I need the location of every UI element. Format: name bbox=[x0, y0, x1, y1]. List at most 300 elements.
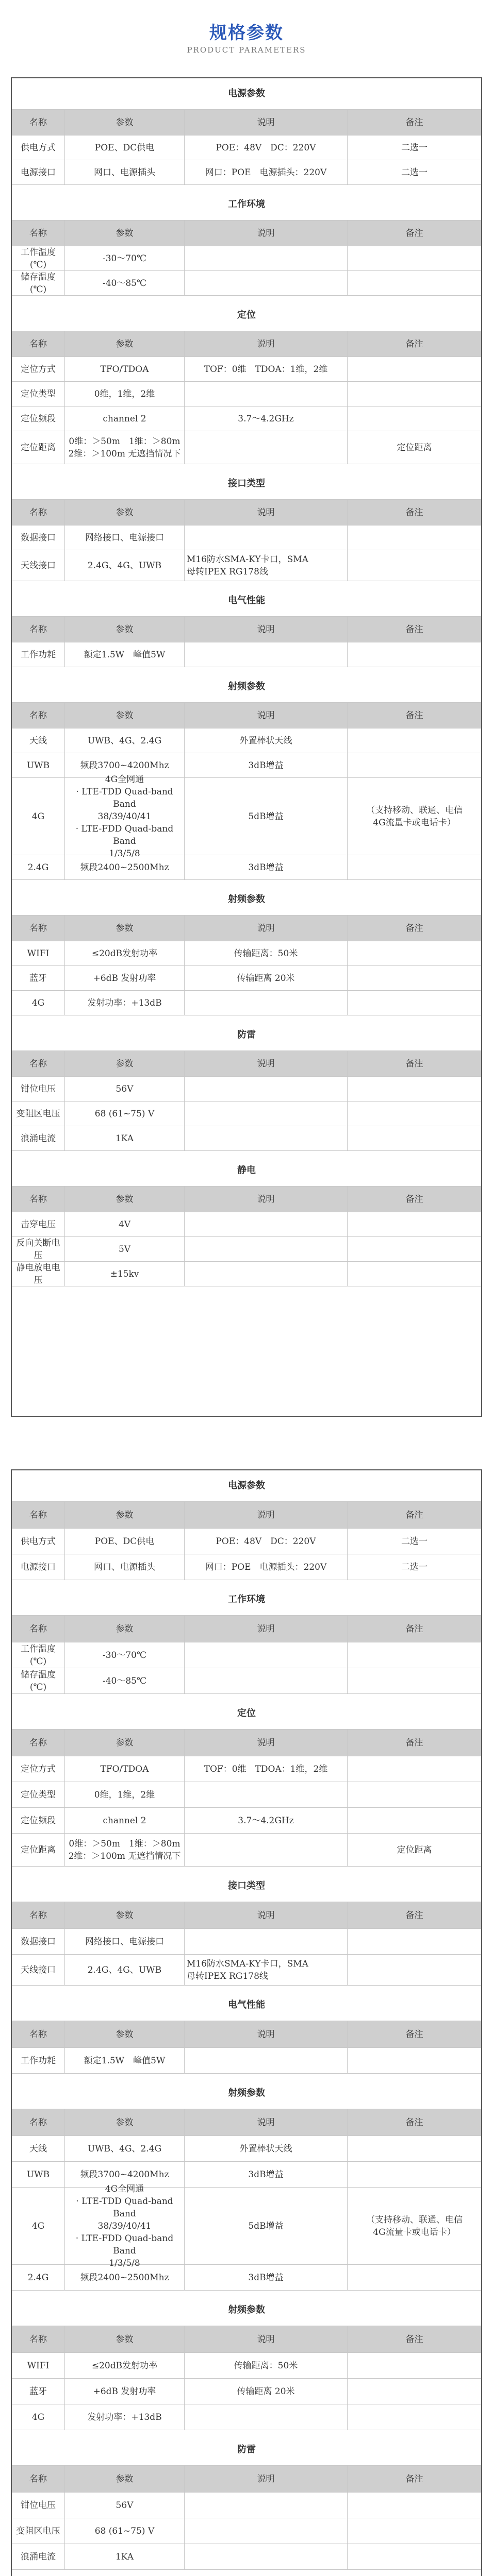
column-header: 名称 bbox=[29, 338, 47, 349]
table-cell: -30～70℃ bbox=[64, 1642, 184, 1668]
table-cell: M16防水SMA-KY卡口，SMA 母转IPEX RG178线 bbox=[184, 1955, 347, 1985]
table-cell: -30～70℃ bbox=[64, 246, 184, 270]
column-header: 备注 bbox=[347, 2466, 481, 2492]
table-row bbox=[12, 550, 481, 581]
spec-section bbox=[12, 1584, 481, 1698]
table-cell: 4G bbox=[31, 997, 45, 1008]
table-cell bbox=[347, 1077, 481, 1101]
column-header: 备注 bbox=[347, 500, 481, 525]
column-header: 名称 bbox=[29, 2029, 47, 2040]
table-cell: 传输距离：50米 bbox=[184, 941, 347, 965]
column-header: 名称 bbox=[29, 2473, 47, 2484]
section-title: 工作环境 bbox=[228, 199, 265, 210]
table-cell bbox=[347, 1262, 481, 1286]
table-cell: 56V bbox=[64, 1077, 184, 1101]
table-cell bbox=[347, 550, 481, 581]
table-row bbox=[12, 1954, 481, 1985]
table-cell: 储存温度(℃) bbox=[21, 272, 56, 295]
table-row bbox=[12, 246, 481, 270]
table-cell bbox=[347, 2265, 481, 2290]
table-cell: （支持移动、联通、电信 4G流量卡或电话卡） bbox=[347, 2188, 481, 2264]
spec-section bbox=[12, 2574, 481, 2576]
section-title: 定位 bbox=[237, 1708, 256, 1719]
table-row bbox=[12, 1782, 481, 1807]
table-cell: 4G bbox=[31, 2221, 45, 2231]
table-cell bbox=[347, 271, 481, 295]
column-header: 说明 bbox=[184, 2109, 347, 2136]
table-cell: 网口：POE 电源插头：220V bbox=[184, 1554, 347, 1580]
table-cell: UWB、4G、2.4G bbox=[64, 728, 184, 753]
table-cell: 供电方式 bbox=[21, 142, 56, 153]
table-header-row bbox=[12, 616, 481, 642]
column-header: 名称 bbox=[29, 1510, 47, 1520]
table-cell bbox=[347, 855, 481, 879]
section-title: 静电 bbox=[237, 1165, 256, 1176]
column-header: 参数 bbox=[64, 331, 184, 357]
table-cell: 3.7～4.2GHz bbox=[184, 406, 347, 431]
table-cell bbox=[184, 991, 347, 1015]
table-cell bbox=[347, 2048, 481, 2073]
section-title: 射频参数 bbox=[228, 894, 265, 905]
spec-section bbox=[12, 585, 481, 671]
table-row bbox=[12, 2544, 481, 2569]
table-cell: 工作功耗 bbox=[21, 2055, 56, 2066]
table-cell bbox=[184, 1212, 347, 1236]
table-cell bbox=[184, 2518, 347, 2544]
table-row bbox=[12, 1668, 481, 1693]
page-title: 规格参数 bbox=[209, 23, 284, 43]
table-cell bbox=[347, 966, 481, 990]
table-cell bbox=[184, 1237, 347, 1261]
table-cell bbox=[184, 1101, 347, 1126]
table-cell: POE、DC供电 bbox=[64, 135, 184, 160]
table-cell bbox=[347, 2136, 481, 2161]
column-header: 说明 bbox=[184, 916, 347, 941]
table-cell bbox=[347, 1808, 481, 1833]
table-cell: 3dB增益 bbox=[184, 855, 347, 879]
table-cell: 二选一 bbox=[347, 1554, 481, 1580]
table-cell: 4G bbox=[31, 2412, 45, 2422]
section-title: 电源参数 bbox=[228, 88, 265, 99]
table-header-row bbox=[12, 2326, 481, 2352]
table-cell bbox=[184, 1126, 347, 1150]
column-header: 说明 bbox=[184, 500, 347, 525]
page-subtitle: PRODUCT PARAMETERS bbox=[187, 45, 306, 55]
table-cell: 定位类型 bbox=[21, 388, 56, 399]
table-cell: 3.7～4.2GHz bbox=[184, 1808, 347, 1833]
column-header: 说明 bbox=[184, 2021, 347, 2047]
table-cell bbox=[184, 2404, 347, 2430]
table-cell: 定位类型 bbox=[21, 1789, 56, 1800]
table-cell: 网络接口、电源接口 bbox=[64, 1929, 184, 1954]
section-title: 防雷 bbox=[237, 1029, 256, 1040]
table-cell bbox=[347, 991, 481, 1015]
table-row bbox=[12, 2047, 481, 2073]
section-title: 接口类型 bbox=[228, 1880, 265, 1891]
section-title: 射频参数 bbox=[228, 681, 265, 692]
spec-section bbox=[12, 1020, 481, 1155]
table-cell bbox=[184, 1782, 347, 1807]
table-cell bbox=[347, 1101, 481, 1126]
table-cell: -40～85℃ bbox=[64, 1668, 184, 1693]
table-cell: +6dB 发射功率 bbox=[64, 2379, 184, 2404]
column-header: 备注 bbox=[347, 1730, 481, 1756]
table-header-row bbox=[12, 499, 481, 525]
column-header: 说明 bbox=[184, 331, 347, 357]
table-row bbox=[12, 1101, 481, 1126]
table-row bbox=[12, 357, 481, 381]
table-cell: 定位距离 bbox=[21, 1844, 56, 1855]
table-cell: 天线接口 bbox=[21, 560, 56, 571]
table-row bbox=[12, 1212, 481, 1236]
column-header: 参数 bbox=[64, 2021, 184, 2047]
spec-section bbox=[12, 2078, 481, 2295]
table-cell: 变阻区电压 bbox=[16, 1108, 60, 1119]
table-cell: 供电方式 bbox=[21, 1536, 56, 1547]
column-header: 备注 bbox=[347, 1051, 481, 1076]
table-cell: 二选一 bbox=[347, 160, 481, 184]
table-cell bbox=[184, 2048, 347, 2073]
table-cell bbox=[184, 271, 347, 295]
table-cell: 蓝牙 bbox=[29, 973, 47, 984]
column-header: 参数 bbox=[64, 221, 184, 246]
section-title: 射频参数 bbox=[228, 2088, 265, 2098]
column-header: 备注 bbox=[347, 2021, 481, 2047]
table-row bbox=[12, 406, 481, 431]
table-cell: 网口：POE 电源插头：220V bbox=[184, 160, 347, 184]
table-cell: WIFI bbox=[27, 948, 50, 959]
table-row bbox=[12, 270, 481, 295]
column-header: 说明 bbox=[184, 2326, 347, 2352]
section-title: 接口类型 bbox=[228, 478, 265, 489]
column-header: 参数 bbox=[64, 1616, 184, 1642]
table-cell: 钳位电压 bbox=[21, 2500, 56, 2511]
table-cell: 1KA bbox=[64, 1126, 184, 1150]
column-header: 名称 bbox=[29, 1910, 47, 1921]
table-row bbox=[12, 642, 481, 667]
column-header: 名称 bbox=[29, 2117, 47, 2128]
column-header: 说明 bbox=[184, 1051, 347, 1076]
table-cell bbox=[184, 1642, 347, 1668]
table-row bbox=[12, 525, 481, 550]
column-header: 说明 bbox=[184, 1902, 347, 1928]
table-cell: 工作温度(℃) bbox=[21, 247, 56, 270]
table-cell: 浪涌电流 bbox=[21, 2551, 56, 2562]
table-row bbox=[12, 774, 481, 859]
table-cell: ≤20dB发射功率 bbox=[64, 2353, 184, 2378]
table-header-row bbox=[12, 109, 481, 135]
table-cell bbox=[347, 2379, 481, 2404]
column-header: 备注 bbox=[347, 110, 481, 135]
table-cell: 4G全网通 · LTE-TDD Quad-band Band 38/39/40/41 · LTE-FDD Quad-band Band 1/3/5/8 bbox=[64, 2188, 184, 2264]
table-cell: 工作功耗 bbox=[21, 649, 56, 660]
column-header: 说明 bbox=[184, 1730, 347, 1756]
table-cell: 2.4G、4G、UWB bbox=[64, 550, 184, 581]
column-header: 名称 bbox=[29, 624, 47, 635]
table-cell: 工作温度(℃) bbox=[21, 1643, 56, 1667]
column-header: 参数 bbox=[64, 1051, 184, 1076]
spec-section bbox=[12, 1470, 481, 1584]
section-title bbox=[12, 2574, 481, 2576]
table-cell bbox=[347, 642, 481, 667]
table-cell: POE：48V DC：220V bbox=[184, 1529, 347, 1554]
column-header: 参数 bbox=[64, 2109, 184, 2136]
spec-block-2 bbox=[11, 1469, 482, 2576]
column-header: 备注 bbox=[347, 1187, 481, 1212]
table-row bbox=[12, 381, 481, 406]
table-cell: 传输距离 20米 bbox=[184, 966, 347, 990]
table-cell: 额定1.5W 峰值5W bbox=[64, 2048, 184, 2073]
table-cell: 定位方式 bbox=[21, 1764, 56, 1774]
page-header bbox=[0, 0, 493, 77]
spec-section bbox=[12, 78, 481, 189]
table-cell: +6dB 发射功率 bbox=[64, 966, 184, 990]
column-header: 备注 bbox=[347, 2109, 481, 2136]
table-header-row bbox=[12, 1729, 481, 1756]
table-row bbox=[12, 1126, 481, 1150]
table-cell: 定位方式 bbox=[21, 364, 56, 375]
table-header-row bbox=[12, 915, 481, 941]
table-cell bbox=[184, 431, 347, 464]
spec-section bbox=[12, 468, 481, 585]
table-cell: UWB bbox=[26, 760, 50, 771]
table-cell bbox=[347, 1756, 481, 1782]
table-cell: 4V bbox=[64, 1212, 184, 1236]
table-cell: 发射功率：+13dB bbox=[64, 2404, 184, 2430]
table-row bbox=[12, 965, 481, 990]
table-cell: 2.4G bbox=[27, 2272, 49, 2283]
table-cell: 传输距离 20米 bbox=[184, 2379, 347, 2404]
table-cell: 发射功率：+13dB bbox=[64, 991, 184, 1015]
table-cell: 蓝牙 bbox=[29, 2386, 47, 2397]
column-header: 名称 bbox=[29, 1194, 47, 1205]
table-cell: 频段3700~4200Mhz bbox=[64, 2162, 184, 2187]
table-row bbox=[12, 941, 481, 965]
table-cell bbox=[347, 2162, 481, 2187]
table-cell: 反向关断电压 bbox=[16, 1238, 60, 1261]
column-header: 参数 bbox=[64, 2326, 184, 2352]
column-header: 参数 bbox=[64, 916, 184, 941]
table-cell: 56V bbox=[64, 2493, 184, 2518]
table-cell: TOF：0维 TDOA：1维，2维 bbox=[184, 1756, 347, 1782]
table-cell bbox=[184, 1262, 347, 1286]
table-cell bbox=[347, 357, 481, 381]
table-cell: 传输距离：50米 bbox=[184, 2353, 347, 2378]
table-header-row bbox=[12, 1501, 481, 1528]
table-row bbox=[12, 1833, 481, 1866]
spec-block-1 bbox=[11, 77, 482, 1417]
table-cell: 外置棒状天线 bbox=[184, 2136, 347, 2161]
column-header: 说明 bbox=[184, 110, 347, 135]
table-cell bbox=[347, 1642, 481, 1668]
table-row bbox=[12, 1642, 481, 1668]
column-header: 名称 bbox=[29, 710, 47, 721]
section-title: 射频参数 bbox=[228, 2304, 265, 2315]
column-header: 说明 bbox=[184, 617, 347, 642]
table-cell bbox=[347, 2404, 481, 2430]
column-header: 备注 bbox=[347, 1616, 481, 1642]
column-header: 参数 bbox=[64, 1902, 184, 1928]
table-cell: -40～85℃ bbox=[64, 271, 184, 295]
spec-section bbox=[12, 1990, 481, 2078]
column-header: 参数 bbox=[64, 1502, 184, 1528]
table-cell: 天线 bbox=[29, 735, 47, 746]
table-row bbox=[12, 1076, 481, 1101]
table-cell bbox=[184, 1929, 347, 1954]
table-cell bbox=[184, 642, 347, 667]
table-cell: 0维，1维，2维 bbox=[64, 1782, 184, 1807]
table-cell: 天线接口 bbox=[21, 1964, 56, 1975]
table-cell bbox=[347, 1955, 481, 1985]
table-cell: 网口、电源插头 bbox=[64, 1554, 184, 1580]
table-header-row bbox=[12, 2021, 481, 2047]
table-cell: 4G全网通 · LTE-TDD Quad-band Band 38/39/40/41 · LTE-FDD Quad-band Band 1/3/5/8 bbox=[64, 778, 184, 855]
table-cell: POE、DC供电 bbox=[64, 1529, 184, 1554]
table-cell: 频段2400~2500Mhz bbox=[64, 855, 184, 879]
table-cell bbox=[347, 382, 481, 406]
table-cell: 二选一 bbox=[347, 135, 481, 160]
column-header: 说明 bbox=[184, 221, 347, 246]
table-header-row bbox=[12, 1186, 481, 1212]
column-header: 参数 bbox=[64, 617, 184, 642]
table-cell: 静电放电电压 bbox=[16, 1262, 60, 1285]
spec-section bbox=[12, 189, 481, 300]
table-row bbox=[12, 2378, 481, 2404]
table-cell: 储存温度(℃) bbox=[21, 1669, 56, 1692]
column-header: 名称 bbox=[29, 1623, 47, 1634]
section-title: 防雷 bbox=[237, 2444, 256, 2455]
spec-section bbox=[12, 884, 481, 1020]
table-row bbox=[12, 2404, 481, 2430]
table-row bbox=[12, 431, 481, 464]
table-cell: 定位距离 bbox=[21, 442, 56, 453]
column-header: 参数 bbox=[64, 2466, 184, 2492]
table-cell: 电源接口 bbox=[21, 167, 56, 178]
section-title: 定位 bbox=[237, 310, 256, 320]
table-cell bbox=[347, 1126, 481, 1150]
table-header-row bbox=[12, 1902, 481, 1928]
column-header: 名称 bbox=[29, 2334, 47, 2345]
table-cell: 0维，1维，2维 bbox=[64, 382, 184, 406]
column-header: 参数 bbox=[64, 1730, 184, 1756]
table-cell bbox=[347, 1212, 481, 1236]
column-header: 备注 bbox=[347, 617, 481, 642]
table-cell bbox=[184, 2493, 347, 2518]
column-header: 名称 bbox=[29, 507, 47, 518]
table-cell bbox=[347, 753, 481, 777]
table-cell: 3dB增益 bbox=[184, 2162, 347, 2187]
table-row bbox=[12, 1261, 481, 1286]
column-header: 参数 bbox=[64, 500, 184, 525]
table-cell: POE：48V DC：220V bbox=[184, 135, 347, 160]
spec-section bbox=[12, 2295, 481, 2434]
table-row bbox=[12, 1236, 481, 1261]
spec-section bbox=[12, 1871, 481, 1990]
column-header: 备注 bbox=[347, 331, 481, 357]
spec-section bbox=[12, 2434, 481, 2574]
column-header: 说明 bbox=[184, 703, 347, 728]
column-header: 说明 bbox=[184, 1187, 347, 1212]
column-header: 名称 bbox=[29, 1737, 47, 1748]
column-header: 参数 bbox=[64, 110, 184, 135]
column-header: 备注 bbox=[347, 703, 481, 728]
table-cell: 1KA bbox=[64, 2544, 184, 2569]
table-header-row bbox=[12, 331, 481, 357]
table-header-row bbox=[12, 1050, 481, 1076]
table-row bbox=[12, 990, 481, 1015]
table-cell: ≤20dB发射功率 bbox=[64, 941, 184, 965]
table-row bbox=[12, 2183, 481, 2268]
column-header: 备注 bbox=[347, 221, 481, 246]
table-cell: 定位频段 bbox=[21, 1815, 56, 1826]
table-cell: channel 2 bbox=[64, 406, 184, 431]
table-cell bbox=[347, 406, 481, 431]
table-cell: 5dB增益 bbox=[184, 778, 347, 855]
table-cell bbox=[347, 728, 481, 753]
column-header: 说明 bbox=[184, 1616, 347, 1642]
table-cell: 网络接口、电源接口 bbox=[64, 526, 184, 550]
table-cell: 0维：＞50m 1维：＞80m 2维：＞100m 无遮挡情况下 bbox=[64, 431, 184, 464]
spec-section bbox=[12, 1698, 481, 1871]
table-cell bbox=[347, 526, 481, 550]
table-cell bbox=[184, 2544, 347, 2569]
column-header: 参数 bbox=[64, 1187, 184, 1212]
table-cell: 68 (61~75) V bbox=[64, 2518, 184, 2544]
table-row bbox=[12, 2518, 481, 2544]
spec-section bbox=[12, 1155, 481, 1291]
table-header-row bbox=[12, 2109, 481, 2136]
table-cell bbox=[184, 1834, 347, 1866]
table-cell: 68 (61~75) V bbox=[64, 1101, 184, 1126]
table-header-row bbox=[12, 702, 481, 728]
table-cell: 2.4G、4G、UWB bbox=[64, 1955, 184, 1985]
table-cell bbox=[184, 246, 347, 270]
table-cell: 定位距离 bbox=[347, 431, 481, 464]
table-cell: 频段3700~4200Mhz bbox=[64, 753, 184, 777]
table-cell: 数据接口 bbox=[21, 532, 56, 543]
table-cell bbox=[184, 1077, 347, 1101]
table-header-row bbox=[12, 220, 481, 246]
column-header: 参数 bbox=[64, 703, 184, 728]
column-header: 备注 bbox=[347, 1902, 481, 1928]
table-cell bbox=[347, 2493, 481, 2518]
column-header: 名称 bbox=[29, 1058, 47, 1069]
section-title: 电源参数 bbox=[228, 1480, 265, 1491]
table-cell bbox=[347, 2518, 481, 2544]
table-cell bbox=[184, 382, 347, 406]
table-cell bbox=[347, 1929, 481, 1954]
table-cell: 浪涌电流 bbox=[21, 1133, 56, 1144]
table-cell: TOF：0维 TDOA：1维，2维 bbox=[184, 357, 347, 381]
table-cell: 额定1.5W 峰值5W bbox=[64, 642, 184, 667]
table-row bbox=[12, 2352, 481, 2378]
section-title: 工作环境 bbox=[228, 1594, 265, 1605]
section-title: 电气性能 bbox=[228, 595, 265, 606]
column-header: 名称 bbox=[29, 117, 47, 128]
spec-section bbox=[12, 300, 481, 468]
table-cell: 二选一 bbox=[347, 1529, 481, 1554]
table-cell bbox=[347, 2544, 481, 2569]
table-cell bbox=[347, 941, 481, 965]
table-cell: 定位距离 bbox=[347, 1834, 481, 1866]
table-row bbox=[12, 1756, 481, 1782]
table-cell: 0维：＞50m 1维：＞80m 2维：＞100m 无遮挡情况下 bbox=[64, 1834, 184, 1866]
table-cell: 4G bbox=[31, 811, 45, 822]
column-header: 名称 bbox=[29, 923, 47, 934]
table-header-row bbox=[12, 1615, 481, 1642]
table-row bbox=[12, 1807, 481, 1833]
table-row bbox=[12, 1928, 481, 1954]
